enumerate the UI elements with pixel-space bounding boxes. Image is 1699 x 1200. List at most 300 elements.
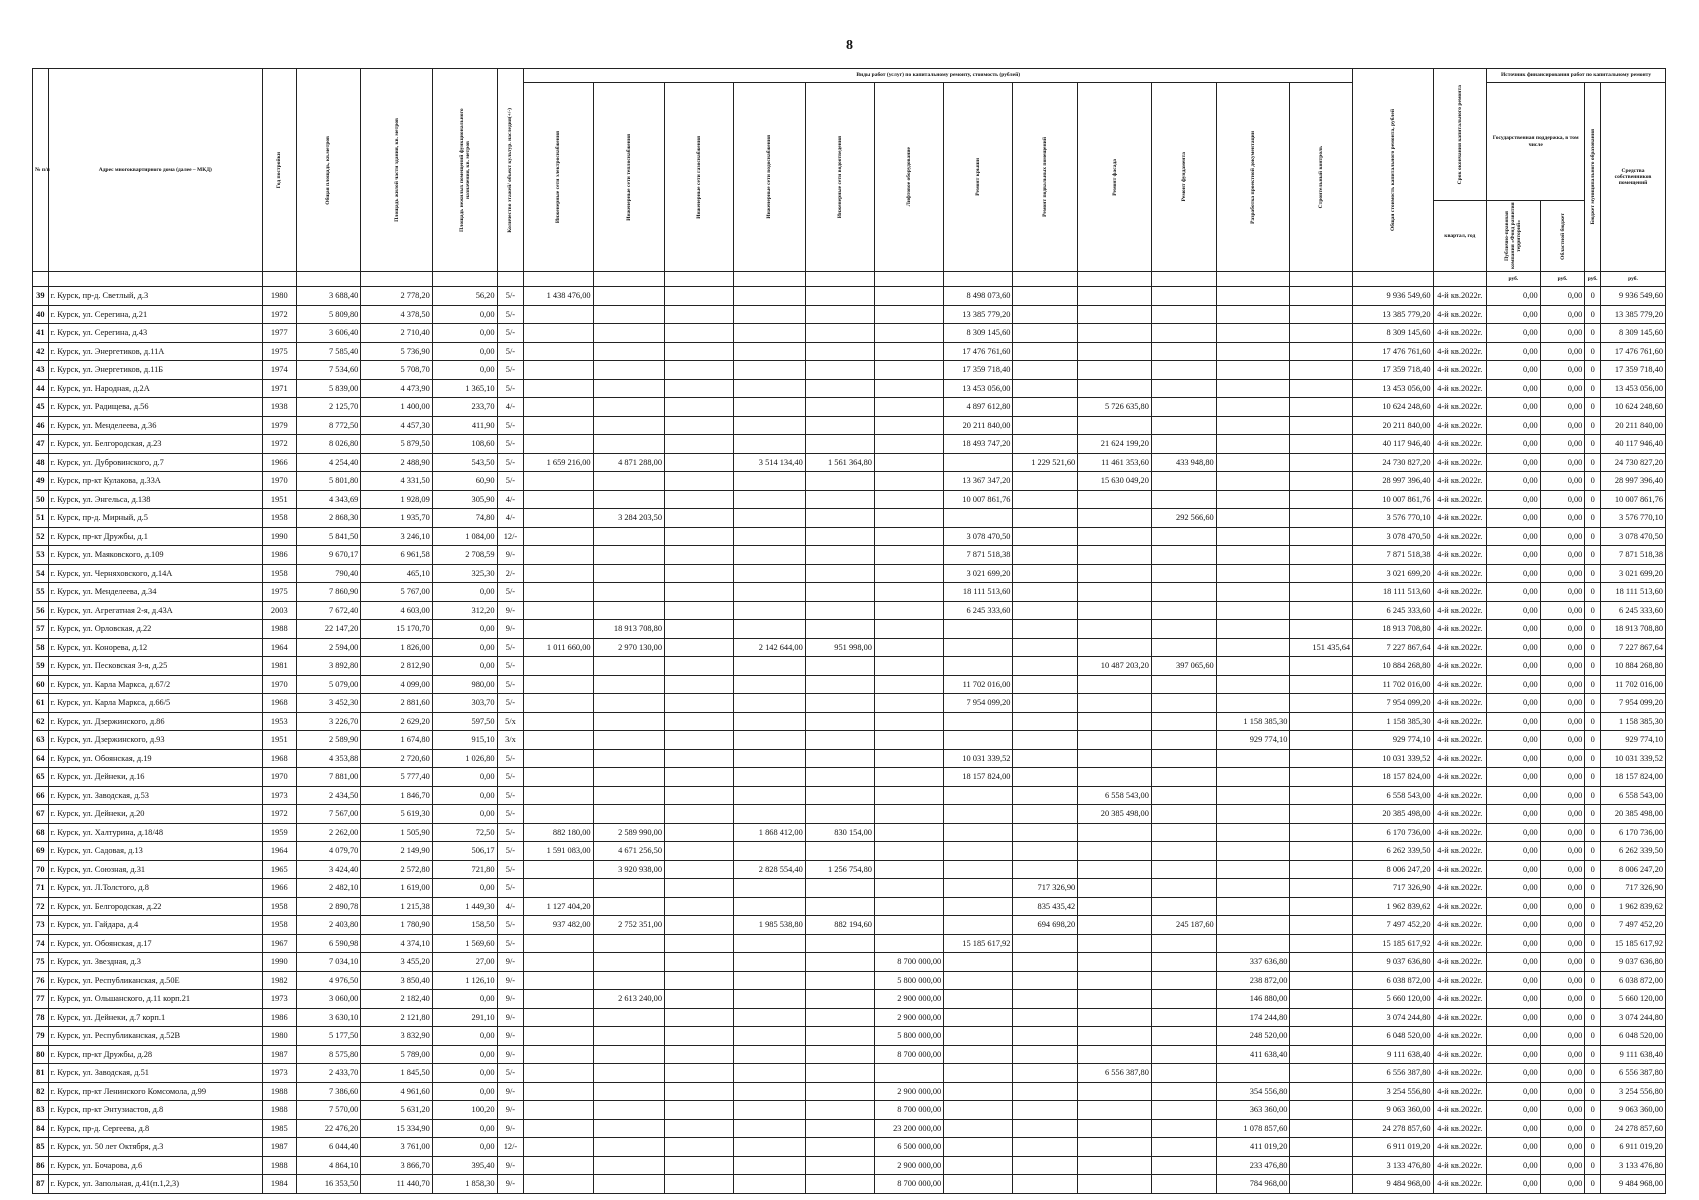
table-cell	[805, 953, 874, 972]
table-cell: 6 911 019,20	[1353, 1138, 1433, 1157]
table-cell: 18 157 824,00	[1600, 768, 1665, 787]
table-row	[33, 657, 1666, 676]
table-cell	[524, 620, 593, 639]
table-cell: 0,00	[1487, 305, 1541, 324]
table-cell	[1151, 472, 1216, 491]
table-cell: 5/-	[497, 860, 524, 879]
table-cell: 0	[1585, 657, 1601, 676]
table-cell	[524, 324, 593, 343]
table-cell	[665, 953, 734, 972]
table-cell: 4-й кв.2022г.	[1433, 546, 1487, 565]
table-cell: 0,00	[1487, 749, 1541, 768]
table-cell: 0	[1585, 897, 1601, 916]
address-cell: г. Курск, ул. Белгородская, д.23	[48, 435, 262, 454]
table-cell: 2 589,90	[296, 731, 361, 750]
table-cell: 238 872,00	[1216, 971, 1290, 990]
table-cell: 9/-	[497, 971, 524, 990]
table-cell: 3 832,90	[361, 1027, 432, 1046]
table-cell: 1973	[263, 786, 297, 805]
table-cell	[874, 823, 943, 842]
table-cell	[734, 546, 805, 565]
table-cell: 0,00	[1540, 805, 1585, 824]
table-cell: 2 142 644,00	[734, 638, 805, 657]
table-cell: 4-й кв.2022г.	[1433, 1119, 1487, 1138]
table-cell: 0,00	[1540, 971, 1585, 990]
table-cell: 354 556,80	[1216, 1082, 1290, 1101]
table-cell: 0,00	[1540, 416, 1585, 435]
table-row	[33, 1045, 1666, 1064]
table-cell: 312,20	[432, 601, 497, 620]
table-cell: 0	[1585, 509, 1601, 528]
table-cell	[1290, 897, 1353, 916]
table-cell: 1959	[263, 823, 297, 842]
table-cell: 6 262 339,50	[1353, 842, 1433, 861]
table-cell: 4 473,90	[361, 379, 432, 398]
table-cell: 10 031 339,52	[1353, 749, 1433, 768]
table-cell	[805, 435, 874, 454]
table-cell	[665, 1138, 734, 1157]
table-cell	[944, 509, 1013, 528]
table-cell	[734, 990, 805, 1009]
table-cell	[1216, 675, 1290, 694]
table-cell	[524, 768, 593, 787]
table-cell: 5 879,50	[361, 435, 432, 454]
table-cell	[805, 620, 874, 639]
table-cell: 108,60	[432, 435, 497, 454]
table-cell: 835 435,42	[1013, 897, 1078, 916]
table-cell: 0,00	[1540, 1045, 1585, 1064]
table-cell: 5/-	[497, 435, 524, 454]
table-cell: 0	[1585, 601, 1601, 620]
table-cell	[944, 731, 1013, 750]
table-cell: 158,50	[432, 916, 497, 935]
table-cell: 1966	[263, 453, 297, 472]
table-cell	[805, 1064, 874, 1083]
table-cell	[1013, 731, 1078, 750]
table-cell: 0,00	[1487, 1064, 1541, 1083]
table-cell: 411,90	[432, 416, 497, 435]
table-cell: 0,00	[432, 657, 497, 676]
table-cell: 10 487 203,20	[1078, 657, 1152, 676]
table-cell: 0	[1585, 675, 1601, 694]
address-cell: г. Курск, ул. Садовая, д.13	[48, 842, 262, 861]
table-cell: 6 038 872,00	[1600, 971, 1665, 990]
table-cell	[1078, 675, 1152, 694]
table-cell	[1013, 564, 1078, 583]
table-cell: 1988	[263, 1101, 297, 1120]
table-cell: 9/-	[497, 1119, 524, 1138]
table-cell: 0,00	[1487, 1119, 1541, 1138]
table-cell: 151 435,64	[1290, 638, 1353, 657]
table-cell	[1013, 1101, 1078, 1120]
table-cell	[734, 971, 805, 990]
table-cell: 9/-	[497, 1027, 524, 1046]
table-cell	[665, 472, 734, 491]
table-cell: 5/-	[497, 1064, 524, 1083]
table-cell	[805, 398, 874, 417]
table-cell: 0,00	[1540, 638, 1585, 657]
table-cell: 22 476,20	[296, 1119, 361, 1138]
table-cell: 4-й кв.2022г.	[1433, 934, 1487, 953]
table-cell: 2 149,90	[361, 842, 432, 861]
table-cell	[665, 768, 734, 787]
table-cell: 4/-	[497, 398, 524, 417]
table-cell: 1972	[263, 305, 297, 324]
table-cell: 2 434,50	[296, 786, 361, 805]
table-cell: 0,00	[1487, 564, 1541, 583]
table-cell	[524, 1064, 593, 1083]
table-cell: 0,00	[1487, 620, 1541, 639]
table-cell	[593, 361, 664, 380]
table-cell: 4 378,50	[361, 305, 432, 324]
table-cell: 3 254 556,80	[1353, 1082, 1433, 1101]
table-cell	[1290, 842, 1353, 861]
table-cell: 5/-	[497, 305, 524, 324]
table-cell: 23 200 000,00	[874, 1119, 943, 1138]
table-cell: 1 449,30	[432, 897, 497, 916]
table-cell: 4-й кв.2022г.	[1433, 305, 1487, 324]
table-cell	[805, 786, 874, 805]
table-cell: 2 900 000,00	[874, 990, 943, 1009]
table-cell: 1964	[263, 638, 297, 657]
table-cell: 784 968,00	[1216, 1175, 1290, 1194]
table-cell	[665, 675, 734, 694]
unit-rub: руб.	[1487, 272, 1541, 287]
table-cell: 13 453 056,00	[1353, 379, 1433, 398]
address-cell: г. Курск, ул. Гайдара, д.4	[48, 916, 262, 935]
address-cell: г. Курск, ул. Запольная, д.41(п.1,2,3)	[48, 1175, 262, 1194]
table-cell	[874, 749, 943, 768]
table-cell: 0,00	[1540, 472, 1585, 491]
table-cell: 1987	[263, 1045, 297, 1064]
table-cell	[1013, 1064, 1078, 1083]
table-cell: 4-й кв.2022г.	[1433, 1156, 1487, 1175]
table-cell: 1 845,50	[361, 1064, 432, 1083]
table-cell: 9/-	[497, 1156, 524, 1175]
table-cell: 9 063 360,00	[1353, 1101, 1433, 1120]
table-cell	[1151, 379, 1216, 398]
table-cell	[1013, 768, 1078, 787]
table-cell: 1 365,10	[432, 379, 497, 398]
table-cell	[1151, 583, 1216, 602]
table-cell: 4 961,60	[361, 1082, 432, 1101]
sources-group-header: Источник финансирования работ по капитальному ремонту	[1487, 69, 1666, 83]
table-cell: 233 476,80	[1216, 1156, 1290, 1175]
table-cell: 0	[1585, 712, 1601, 731]
table-cell: 1 826,00	[361, 638, 432, 657]
table-cell: 5/x	[497, 712, 524, 731]
table-cell: 8 700 000,00	[874, 1175, 943, 1194]
table-cell	[665, 638, 734, 657]
table-cell	[805, 1027, 874, 1046]
table-cell	[805, 1138, 874, 1157]
table-cell	[1290, 1119, 1353, 1138]
table-cell: 0,00	[1540, 823, 1585, 842]
table-cell: 7 497 452,20	[1353, 916, 1433, 935]
table-cell: 4-й кв.2022г.	[1433, 620, 1487, 639]
table-cell: 5/-	[497, 934, 524, 953]
table-cell: 1 127 404,20	[524, 897, 593, 916]
table-cell	[1078, 509, 1152, 528]
table-cell: 1 126,10	[432, 971, 497, 990]
table-cell: 6 590,98	[296, 934, 361, 953]
table-cell: 0,00	[1540, 749, 1585, 768]
table-cell	[1290, 546, 1353, 565]
table-cell	[665, 990, 734, 1009]
table-cell: 9 484 968,00	[1353, 1175, 1433, 1194]
table-cell: 7 954 099,20	[944, 694, 1013, 713]
table-cell: 4-й кв.2022г.	[1433, 657, 1487, 676]
table-cell: 1988	[263, 620, 297, 639]
table-cell	[874, 731, 943, 750]
table-cell	[593, 435, 664, 454]
table-cell: 100,20	[432, 1101, 497, 1120]
table-cell	[734, 620, 805, 639]
table-cell	[1013, 823, 1078, 842]
deadline-unit: квартал, год	[1433, 201, 1487, 272]
col-gas-header: Инженерные сети газоснабжения	[665, 83, 734, 272]
col-basement-header: Ремонт подвальных помещений	[1013, 83, 1078, 272]
table-cell	[874, 916, 943, 935]
table-cell: 0	[1585, 749, 1601, 768]
table-cell: 2 868,30	[296, 509, 361, 528]
table-cell: 0	[1585, 1027, 1601, 1046]
table-cell: 0	[1585, 620, 1601, 639]
table-cell: 0	[1585, 435, 1601, 454]
table-cell: 3 850,40	[361, 971, 432, 990]
table-cell: 0,00	[1540, 1027, 1585, 1046]
table-cell: 0	[1585, 1156, 1601, 1175]
table-cell	[1290, 601, 1353, 620]
table-cell	[1013, 342, 1078, 361]
table-cell: 2 262,00	[296, 823, 361, 842]
table-cell: 0	[1585, 564, 1601, 583]
table-cell	[665, 879, 734, 898]
table-cell: 4-й кв.2022г.	[1433, 916, 1487, 935]
table-cell: 9/-	[497, 1082, 524, 1101]
row-number: 53	[33, 546, 49, 565]
table-cell: 9/-	[497, 1008, 524, 1027]
table-cell: 1970	[263, 472, 297, 491]
table-cell	[1290, 657, 1353, 676]
table-cell	[524, 583, 593, 602]
table-cell	[1078, 361, 1152, 380]
table-cell	[734, 324, 805, 343]
table-cell: 5 800 000,00	[874, 971, 943, 990]
table-cell: 1985	[263, 1119, 297, 1138]
table-cell: 2 900 000,00	[874, 1156, 943, 1175]
table-cell	[805, 490, 874, 509]
table-cell: 9/-	[497, 953, 524, 972]
table-cell	[593, 805, 664, 824]
table-cell	[593, 527, 664, 546]
table-cell: 0,00	[1487, 675, 1541, 694]
table-cell	[524, 879, 593, 898]
table-cell	[1078, 1101, 1152, 1120]
table-cell: 303,70	[432, 694, 497, 713]
table-cell: 1973	[263, 1064, 297, 1083]
table-cell	[665, 934, 734, 953]
table-cell: 6 044,40	[296, 1138, 361, 1157]
table-cell: 0,00	[1487, 768, 1541, 787]
table-cell	[734, 287, 805, 306]
address-cell: г. Курск, ул. Республиканская, д.52В	[48, 1027, 262, 1046]
address-cell: г. Курск, ул. Л.Толстого, д.8	[48, 879, 262, 898]
table-cell: 0,00	[1540, 435, 1585, 454]
table-cell: 0,00	[1540, 564, 1585, 583]
address-cell: г. Курск, ул. Заводская, д.51	[48, 1064, 262, 1083]
table-cell	[1290, 342, 1353, 361]
table-cell: 0,00	[1540, 1119, 1585, 1138]
table-cell	[805, 768, 874, 787]
table-cell: 0,00	[1487, 897, 1541, 916]
table-cell: 5 660 120,00	[1353, 990, 1433, 1009]
table-cell: 465,10	[361, 564, 432, 583]
table-cell: 1958	[263, 564, 297, 583]
table-cell	[805, 971, 874, 990]
table-cell: 7 585,40	[296, 342, 361, 361]
table-cell	[1151, 1008, 1216, 1027]
unit-rub: руб.	[1585, 272, 1601, 287]
table-cell	[1013, 860, 1078, 879]
table-cell	[874, 786, 943, 805]
table-cell: 0,00	[1487, 1027, 1541, 1046]
table-cell	[665, 379, 734, 398]
table-cell: 5/-	[497, 342, 524, 361]
table-cell	[665, 897, 734, 916]
table-cell	[944, 1138, 1013, 1157]
table-cell: 20 211 840,00	[944, 416, 1013, 435]
table-cell: 18 157 824,00	[1353, 768, 1433, 787]
table-cell	[734, 675, 805, 694]
table-cell	[1151, 490, 1216, 509]
table-cell	[734, 731, 805, 750]
table-cell	[1290, 934, 1353, 953]
table-cell	[874, 527, 943, 546]
table-row	[33, 786, 1666, 805]
table-cell: 0,00	[432, 361, 497, 380]
address-cell: г. Курск, ул. Менделеева, д.36	[48, 416, 262, 435]
table-cell: 0	[1585, 583, 1601, 602]
table-cell: 0,00	[1487, 638, 1541, 657]
table-cell: 292 566,60	[1151, 509, 1216, 528]
table-cell: 18 913 708,80	[1600, 620, 1665, 639]
table-cell: 4 871 288,00	[593, 453, 664, 472]
table-cell	[665, 1082, 734, 1101]
table-cell	[593, 416, 664, 435]
address-cell: г. Курск, ул. Карла Маркса, д.66/5	[48, 694, 262, 713]
table-cell: 0	[1585, 934, 1601, 953]
table-cell: 6 245 333,60	[1353, 601, 1433, 620]
table-cell: 0,00	[1487, 694, 1541, 713]
table-cell	[665, 620, 734, 639]
table-header	[33, 69, 1666, 287]
table-cell	[1013, 1008, 1078, 1027]
table-cell: 0,00	[1487, 1156, 1541, 1175]
table-cell: 4 864,10	[296, 1156, 361, 1175]
table-cell: 0,00	[1487, 1101, 1541, 1120]
table-cell	[874, 657, 943, 676]
table-row	[33, 361, 1666, 380]
table-cell	[1078, 768, 1152, 787]
table-row	[33, 712, 1666, 731]
table-cell: 1990	[263, 527, 297, 546]
address-cell: г. Курск, пр-кт Дружбы, д.1	[48, 527, 262, 546]
table-cell	[1013, 1045, 1078, 1064]
table-cell	[1013, 953, 1078, 972]
table-cell: 13 385 779,20	[1600, 305, 1665, 324]
table-cell	[805, 601, 874, 620]
table-cell: 11 702 016,00	[944, 675, 1013, 694]
table-cell: 7 497 452,20	[1600, 916, 1665, 935]
table-cell: 1958	[263, 897, 297, 916]
table-cell	[734, 953, 805, 972]
table-cell	[805, 509, 874, 528]
table-cell: 6 245 333,60	[944, 601, 1013, 620]
table-cell: 20 385 498,00	[1078, 805, 1152, 824]
table-cell	[1151, 601, 1216, 620]
table-cell: 1 846,70	[361, 786, 432, 805]
row-number: 56	[33, 601, 49, 620]
table-cell: 9/-	[497, 601, 524, 620]
table-cell: 0,00	[1540, 694, 1585, 713]
table-cell: 4 976,50	[296, 971, 361, 990]
table-cell: 0,00	[1540, 305, 1585, 324]
col-total-cost-header: Общая стоимость капитального ремонта, рублей	[1353, 69, 1433, 272]
table-cell: 0,00	[1540, 1138, 1585, 1157]
table-cell	[1290, 1156, 1353, 1175]
table-cell	[1013, 435, 1078, 454]
table-cell: 17 476 761,60	[1353, 342, 1433, 361]
address-cell: г. Курск, ул. Народная, д.2А	[48, 379, 262, 398]
table-cell: 1970	[263, 768, 297, 787]
table-cell: 7 871 518,38	[1353, 546, 1433, 565]
table-cell: 8 309 145,60	[1600, 324, 1665, 343]
table-cell: 929 774,10	[1216, 731, 1290, 750]
table-cell	[874, 435, 943, 454]
table-cell	[734, 842, 805, 861]
table-cell: 12/-	[497, 1138, 524, 1157]
table-cell: 15 170,70	[361, 620, 432, 639]
table-cell	[1216, 1064, 1290, 1083]
table-cell: 1 935,70	[361, 509, 432, 528]
table-row	[33, 1119, 1666, 1138]
table-cell	[874, 546, 943, 565]
table-cell: 8 498 073,60	[944, 287, 1013, 306]
table-cell	[1290, 509, 1353, 528]
table-cell: 0	[1585, 879, 1601, 898]
table-cell: 3 455,20	[361, 953, 432, 972]
table-cell	[734, 768, 805, 787]
table-cell: 5/-	[497, 805, 524, 824]
table-cell	[1151, 398, 1216, 417]
table-cell	[1290, 472, 1353, 491]
table-cell	[1290, 860, 1353, 879]
table-cell	[874, 453, 943, 472]
table-cell	[1290, 435, 1353, 454]
table-cell: 2/-	[497, 564, 524, 583]
table-cell: 3/x	[497, 731, 524, 750]
table-cell: 9 936 549,60	[1600, 287, 1665, 306]
table-cell	[665, 324, 734, 343]
table-cell	[734, 1045, 805, 1064]
table-cell: 3 074 244,80	[1353, 1008, 1433, 1027]
table-row	[33, 472, 1666, 491]
address-cell: г. Курск, ул. Орловская, д.22	[48, 620, 262, 639]
table-cell: 0	[1585, 1101, 1601, 1120]
table-cell: 1974	[263, 361, 297, 380]
row-number: 79	[33, 1027, 49, 1046]
